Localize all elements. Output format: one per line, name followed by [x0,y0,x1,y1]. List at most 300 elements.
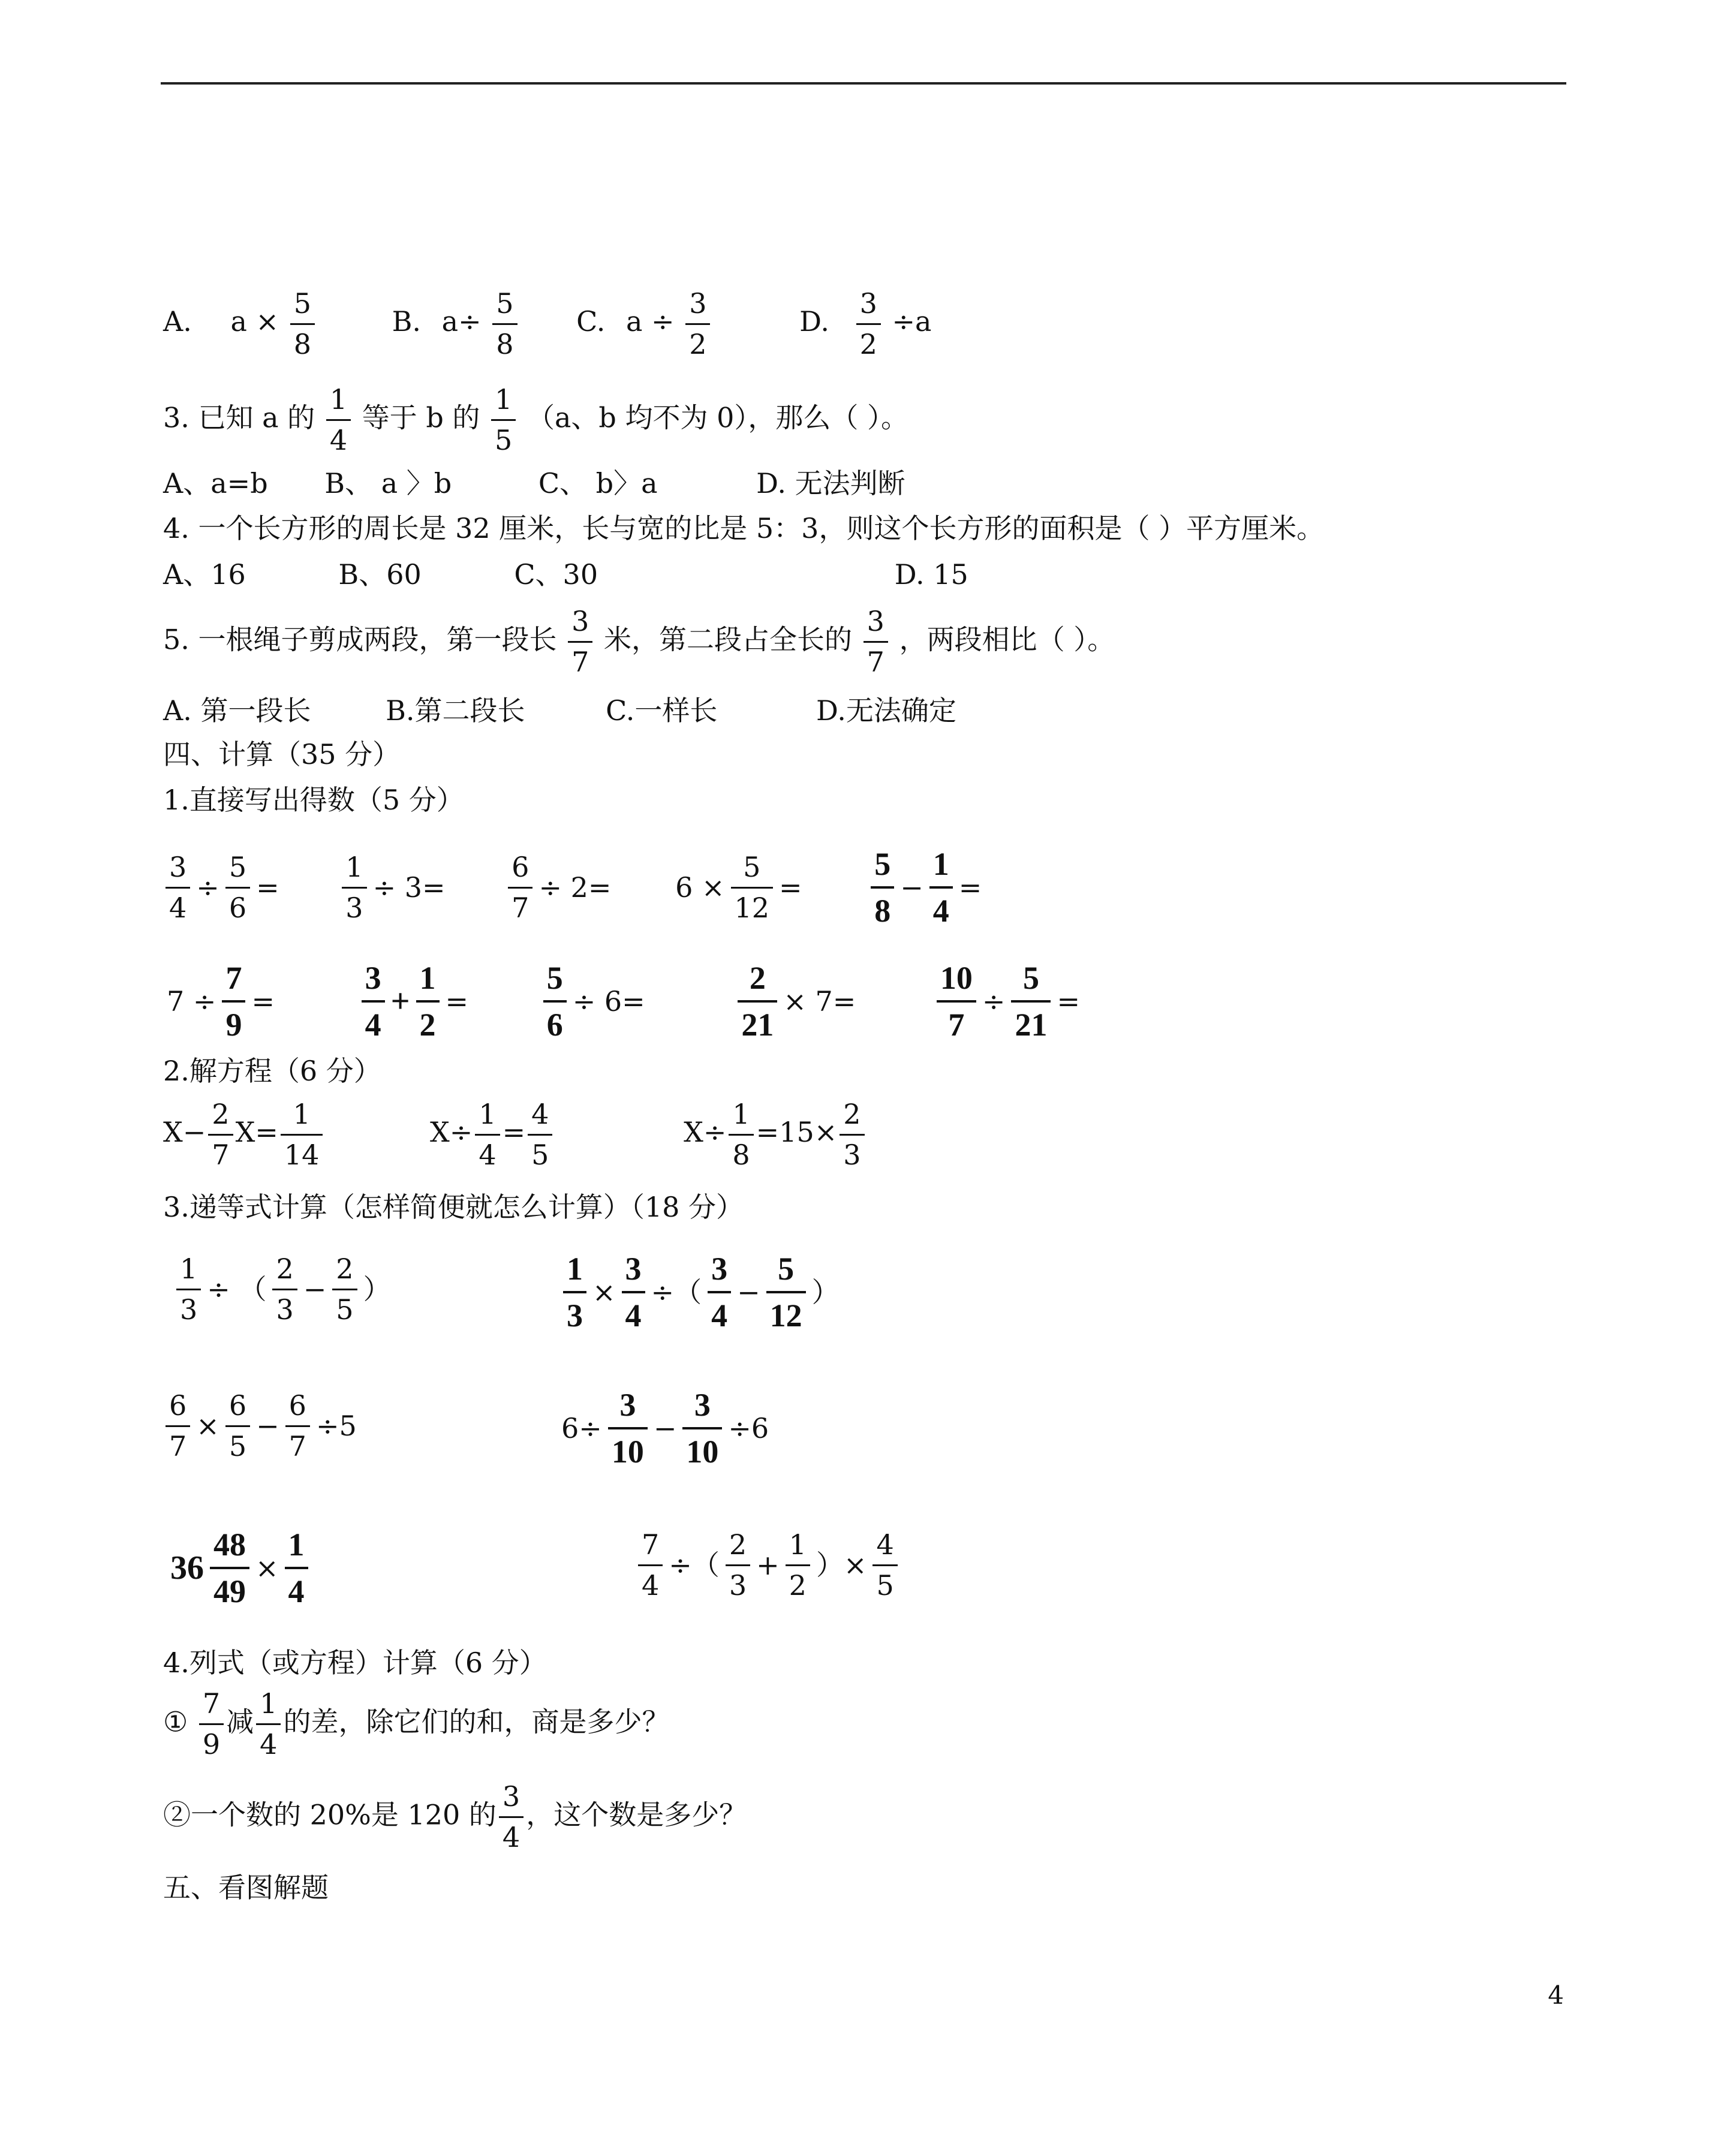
numerator: 3 [625,1251,642,1287]
numerator: 1 [789,1528,807,1561]
numerator: 5 [496,287,514,320]
fraction [682,1386,722,1470]
fraction [208,1098,233,1171]
fraction [766,1250,806,1334]
denominator: 4 [169,891,187,924]
numerator: 5 [1022,960,1039,996]
numerator: 1 [345,850,363,883]
fraction [491,384,516,456]
numerator: 3 [502,1780,521,1813]
operator: − [653,1412,677,1445]
fraction-bar [210,1567,249,1569]
fraction [638,1529,663,1602]
equals-sign: = [445,985,469,1018]
denominator: 7 [512,891,529,924]
operator: ÷ [982,985,1006,1018]
calc-item [339,850,458,924]
numerator: 10 [940,960,973,996]
option-a: A、16 [163,558,246,591]
fraction-bar [738,1000,777,1003]
denominator: 3 [345,891,363,924]
calc-item [163,850,291,924]
denominator: 10 [686,1434,719,1470]
fraction-bar [499,1816,523,1818]
fraction [416,959,440,1043]
fraction-bar [840,1134,864,1136]
numerator: 2 [729,1528,747,1561]
option-c: C、30 [514,558,598,591]
fraction [210,1526,249,1610]
denominator: 21 [1015,1007,1048,1043]
q4-options [163,558,968,591]
fraction-bar [543,1000,567,1003]
fraction-bar [528,1134,552,1136]
denominator: 7 [212,1138,230,1171]
expression-rest: ÷6 [728,1412,769,1445]
option-a [163,287,326,360]
fraction [937,959,976,1043]
numerator: 3 [859,287,877,320]
operator: − [256,1410,279,1443]
fraction [492,288,517,360]
numerator: 1 [567,1251,583,1287]
denominator: 5 [531,1138,549,1171]
option-label: B. [392,305,422,338]
equals-sign: = [958,871,982,904]
numerator: 2 [276,1253,294,1285]
mental-calc-row-2 [163,959,1084,1043]
fraction [326,384,351,456]
expression-d [558,1386,772,1470]
option-a: A、a=b [163,467,268,499]
operator: ÷（ [651,1276,702,1309]
word-problem-1 [163,1688,669,1760]
denominator: 3 [567,1298,583,1334]
option-expr: a × [230,305,279,338]
denominator: 4 [502,1820,521,1853]
denominator: 3 [729,1569,747,1602]
fraction [568,606,592,678]
fraction [285,1526,308,1610]
numerator: 7 [642,1528,660,1561]
word-problem-2 [163,1781,747,1853]
equation-mid: =15× [756,1116,838,1149]
option-expr: a ÷ [625,305,675,338]
fraction-bar [166,1425,190,1427]
fraction [871,845,894,929]
operator: + [756,1549,780,1582]
question-text: ，两段相比（ ）。 [899,623,1115,656]
fraction-bar [622,1291,645,1293]
fraction-bar [708,1291,731,1293]
fraction-bar [937,1000,976,1003]
numerator: 48 [213,1527,246,1563]
fraction-bar [682,1427,722,1429]
denominator: 4 [625,1298,642,1334]
equation-start: X÷ [430,1116,473,1149]
equation-mid: X= [235,1116,278,1149]
numerator: 3 [619,1387,636,1423]
denominator: 14 [284,1138,320,1171]
mental-calc-row-1 [163,845,985,929]
calc-item [163,960,287,1043]
question-text: （a、b 均不为 0），那么（ ）。 [526,401,908,434]
numerator: 1 [932,846,949,882]
numerator: 1 [288,1527,305,1563]
fraction [225,1390,250,1462]
denominator: 12 [734,891,770,924]
numerator: 6 [228,1389,247,1422]
denominator: 8 [874,893,891,929]
whole-number: 36 [170,1549,204,1587]
denominator: 2 [419,1007,436,1043]
fraction [543,959,567,1043]
question-4: 4. 一个长方形的周长是 32 厘米，长与宽的比是 5：3，则这个长方形的面积是（ ）平方厘米。 [163,512,1325,544]
option-c: C.一样长 [606,694,718,727]
numerator: 6 [288,1389,306,1422]
q5-options [163,694,956,727]
numerator: 1 [479,1098,497,1130]
numerator: 3 [694,1387,711,1423]
fraction [166,851,190,924]
fraction-bar [1011,1000,1051,1003]
fraction-bar [475,1134,500,1136]
denominator: 8 [496,327,514,360]
denominator: 7 [288,1429,306,1462]
denominator: 2 [689,327,707,360]
denominator: 7 [169,1429,187,1462]
expression-start: 6 × [675,871,725,904]
option-expr: a÷ [441,305,482,338]
fraction [332,1253,357,1326]
q3-options [163,466,905,500]
equation [163,1098,334,1171]
operator: ÷（ [669,1549,720,1582]
calc-item [506,850,624,924]
fraction [225,851,250,924]
fraction-bar [491,419,516,421]
calc-item [359,960,481,1043]
equation-start: X÷ [684,1116,727,1149]
denominator: 7 [571,645,589,678]
problem-text: ②一个数的 20%是 120 的 [163,1798,497,1831]
expression-e [167,1526,311,1610]
operator: ÷ [196,871,219,904]
fraction-bar [416,1000,440,1003]
subsection-title: 4.列式（或方程）计算（6 分） [163,1647,547,1679]
question-3 [163,384,908,456]
operator: − [303,1273,327,1306]
fraction [256,1688,281,1760]
fraction-bar [731,887,774,889]
denominator: 12 [769,1298,802,1334]
operator: ）× [816,1549,867,1582]
denominator: 4 [260,1727,278,1760]
problem-text: 的差，除它们的和，商是多少？ [283,1705,670,1738]
option-d: D. 无法判断 [756,467,905,499]
numerator: 6 [512,850,529,883]
fraction-bar [929,886,953,889]
numerator: 4 [876,1528,894,1561]
fraction-bar [568,641,592,643]
fraction-bar [729,1134,753,1136]
fraction [166,1390,190,1462]
fraction [856,288,881,360]
fraction-bar [222,1000,245,1003]
numerator: 2 [843,1098,861,1130]
fraction [708,1250,731,1334]
denominator: 21 [741,1007,774,1043]
calc-item [541,960,658,1043]
fraction-bar [685,323,710,325]
fraction [786,1529,810,1602]
expression-a [174,1253,395,1326]
fraction-bar [285,1567,308,1569]
section-title: 四、计算（35 分） [163,738,401,770]
expression-rest: × 7= [783,985,856,1018]
numerator: 3 [867,605,884,637]
fraction [528,1098,552,1171]
denominator: 9 [225,1007,242,1043]
calc-item [868,846,985,929]
option-b: B、60 [338,558,422,591]
question-text: 米，第二段占全长的 [604,623,853,656]
fraction-bar [563,1291,586,1293]
numerator: 1 [260,1687,278,1720]
option-a: A. 第一段长 [163,694,311,727]
operator: − [900,871,923,904]
denominator: 5 [336,1293,354,1326]
paren-close: ） [363,1273,391,1306]
option-d: D.无法确定 [816,694,956,727]
fraction [475,1098,500,1171]
denominator: 4 [479,1138,497,1171]
calc-item [672,850,814,924]
fraction [729,1098,753,1171]
numerator: 2 [336,1253,354,1285]
expression-start: 7 ÷ [167,985,216,1018]
numerator: 5 [874,846,891,882]
fraction-bar [225,887,250,889]
numerator: 5 [743,850,761,883]
question-text: 5. 一根绳子剪成两段，第一段长 [163,623,557,656]
numerator: 5 [228,850,247,883]
operator: ÷ （ [207,1273,267,1306]
fraction-bar [766,1291,806,1293]
equals-sign: = [1057,985,1081,1018]
expression-rest: ÷ 2= [538,871,612,904]
numerator: 3 [711,1251,728,1287]
fraction [362,959,385,1043]
denominator: 4 [365,1007,381,1043]
denominator: 8 [732,1138,750,1171]
fraction-bar [225,1425,250,1427]
numerator: 5 [546,960,563,996]
numerator: 1 [419,960,436,996]
fraction [342,851,366,924]
option-c [576,287,721,360]
expression-c [163,1390,360,1462]
fraction-bar [871,886,894,889]
denominator: 5 [228,1429,247,1462]
fraction-bar [492,323,517,325]
fraction [608,1386,648,1470]
q2-options [163,288,931,360]
fraction [508,851,532,924]
fraction-bar [872,1564,897,1566]
option-label: C. [576,305,606,338]
numerator: 5 [293,287,311,320]
numerator: 6 [169,1389,187,1422]
option-label: A. [163,305,192,338]
operator: × [592,1276,616,1309]
question-text: 3. 已知 a 的 [163,401,315,434]
numerator: 2 [749,960,766,996]
fraction-bar [508,887,532,889]
fraction-bar [176,1289,201,1290]
header-rule [161,82,1566,85]
fraction-bar [638,1564,663,1566]
denominator: 6 [546,1007,563,1043]
expression-b [561,1250,843,1334]
fraction-bar [166,887,190,889]
fraction [563,1250,586,1334]
denominator: 4 [932,893,949,929]
fraction [272,1253,297,1326]
section-title: 五、看图解题 [163,1871,329,1904]
expression-f [636,1529,900,1602]
subsection-title: 1.直接写出得数（5 分） [163,784,464,816]
calc-item [735,960,868,1043]
numerator: 4 [531,1098,549,1130]
numerator: 3 [689,287,707,320]
denominator: 4 [329,423,348,456]
question-5 [163,606,1115,678]
denominator: 2 [789,1569,807,1602]
fraction-bar [281,1134,323,1136]
numerator: 1 [293,1098,311,1130]
option-b: B、 a 〉b [324,467,452,499]
denominator: 9 [202,1727,221,1760]
denominator: 8 [293,327,311,360]
denominator: 6 [228,891,247,924]
operator: × [255,1552,279,1585]
fraction-bar [272,1289,297,1290]
page-number: 4 [1548,1981,1564,2010]
fraction-bar [326,419,351,421]
fraction-bar [290,323,315,325]
option-b [392,287,529,360]
fraction-bar [608,1427,648,1429]
option-d: D. 15 [894,558,968,591]
denominator: 4 [711,1298,728,1334]
fraction [281,1098,323,1171]
paren-close: ） [811,1276,840,1309]
fraction [738,959,777,1043]
numerator: 1 [732,1098,750,1130]
fraction-bar [864,641,888,643]
equation [430,1098,564,1171]
fraction-bar [726,1564,750,1566]
problem-text: 减 [226,1705,254,1738]
numerator: 3 [365,960,381,996]
expression-rest: ÷ 3= [372,871,446,904]
equation-mid: = [502,1116,526,1149]
fraction [176,1253,201,1326]
numerator: 3 [169,850,187,883]
operator: × [196,1410,219,1443]
numerator: 2 [212,1098,230,1130]
denominator: 4 [642,1569,660,1602]
fraction-bar [856,323,881,325]
denominator: 5 [876,1569,894,1602]
equals-sign: = [779,871,802,904]
equations-row [163,1098,867,1171]
fraction [499,1781,523,1853]
denominator: 3 [843,1138,861,1171]
numerator: 1 [495,383,513,416]
fraction [840,1098,864,1171]
numerator: 7 [202,1687,221,1720]
denominator: 10 [611,1434,644,1470]
question-text: 等于 b 的 [362,401,480,434]
fraction [290,288,315,360]
numerator: 5 [778,1251,795,1287]
denominator: 7 [948,1007,965,1043]
subsection-title: 2.解方程（6 分） [163,1055,381,1087]
fraction [685,288,710,360]
fraction [929,845,953,929]
numerator: 1 [329,383,348,416]
operator: + [390,983,410,1021]
fraction [199,1688,224,1760]
option-expr: ÷a [892,305,932,338]
fraction [864,606,888,678]
fraction [222,959,245,1043]
fraction-bar [786,1564,810,1566]
denominator: 3 [180,1293,198,1326]
expression-rest: ÷ 6= [572,985,645,1018]
fraction-bar [285,1425,310,1427]
fraction-bar [332,1289,357,1290]
fraction [726,1529,750,1602]
fraction-bar [342,887,366,889]
denominator: 3 [276,1293,294,1326]
fraction [1011,959,1051,1043]
subsection-title: 3.递等式计算（怎样简便就怎么计算）（18 分） [163,1191,744,1223]
equation [684,1098,867,1171]
operator: − [737,1276,760,1309]
denominator: 4 [288,1573,305,1610]
denominator: 7 [867,645,884,678]
denominator: 2 [859,327,877,360]
equation-start: X− [163,1116,206,1149]
equals-sign: = [256,871,279,904]
problem-text: ，这个数是多少？ [526,1798,747,1831]
fraction [872,1529,897,1602]
numerator: 7 [225,960,242,996]
fraction [622,1250,645,1334]
option-label: D. [799,305,829,338]
denominator: 49 [213,1573,246,1610]
fraction-bar [362,1000,385,1003]
option-d [799,287,932,360]
problem-marker: ① [163,1705,188,1738]
fraction-bar [208,1134,233,1136]
equals-sign: = [251,985,275,1018]
fraction-bar [256,1723,281,1725]
numerator: 1 [180,1253,198,1285]
